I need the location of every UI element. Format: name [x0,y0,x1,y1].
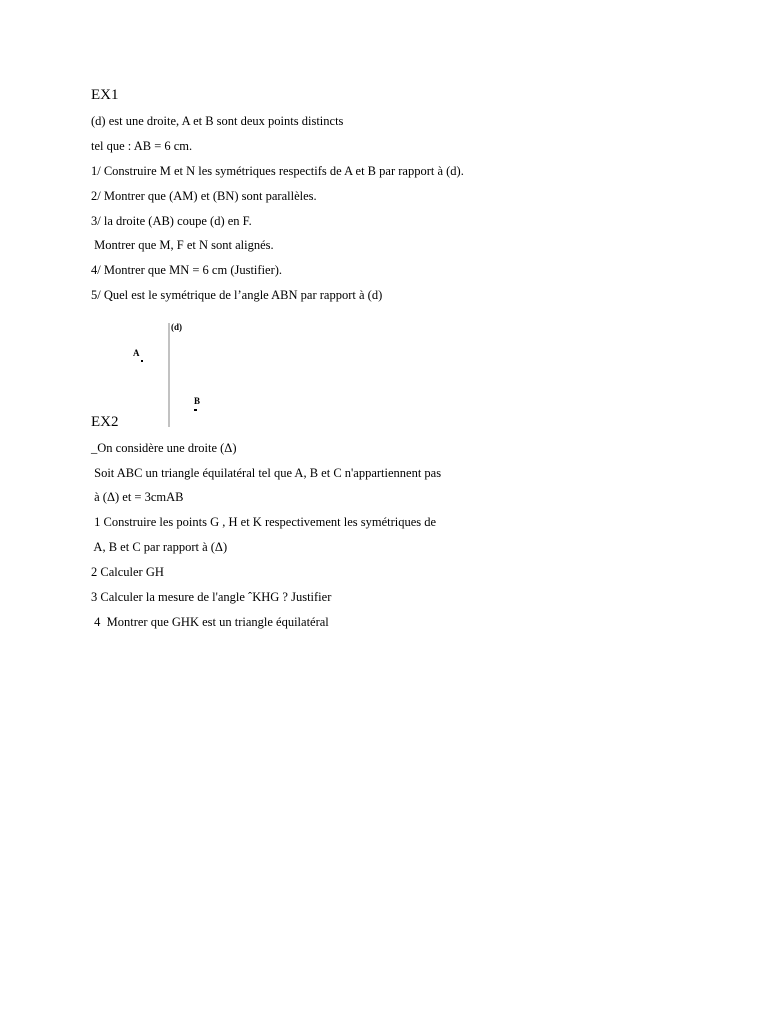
ex1-line-6: Montrer que M, F et N sont alignés. [91,238,274,252]
point-b [194,409,197,411]
ex2-line-3: à (Δ) et = 3cmAB [91,490,184,504]
ex2-line-7: 3 Calculer la mesure de l'angle ˆKHG ? Justifier [91,590,332,604]
ex2-line-6: 2 Calculer GH [91,565,164,579]
ex1-line-3: 1/ Construire M et N les symétriques respectifs de A et B par rapport à (d). [91,164,464,178]
ex2-line-8: 4 Montrer que GHK est un triangle équilatéral [91,615,329,629]
line-d-label: (d) [171,322,182,332]
ex1-line-5: 3/ la droite (AB) coupe (d) en F. [91,214,252,228]
ex2-line-1: _On considère une droite (Δ) [91,441,237,455]
ex1-line-1: (d) est une droite, A et B sont deux points distincts [91,114,344,128]
ex2-line-5: A, B et C par rapport à (Δ) [91,540,228,554]
ex1-line-7: 4/ Montrer que MN = 6 cm (Justifier). [91,263,283,277]
point-b-label: B [194,396,201,406]
ex2-title: EX2 [91,414,119,430]
point-a [141,360,143,362]
ex1-figure [120,318,230,430]
point-a-label: A [133,348,140,358]
ex1-line-8: 5/ Quel est le symétrique de l’angle ABN par rapport à (d) [91,288,383,302]
ex1-line-2: tel que : AB = 6 cm. [91,139,193,153]
ex1-figure-svg [120,318,230,430]
ex2-line-2: Soit ABC un triangle équilatéral tel que A, B et C n'appartiennent pas [91,466,442,480]
ex1-title: EX1 [91,87,119,103]
ex1-line-4: 2/ Montrer que (AM) et (BN) sont parallèles. [91,189,317,203]
ex2-line-4: 1 Construire les points G , H et K respectivement les symétriques de [91,515,437,529]
